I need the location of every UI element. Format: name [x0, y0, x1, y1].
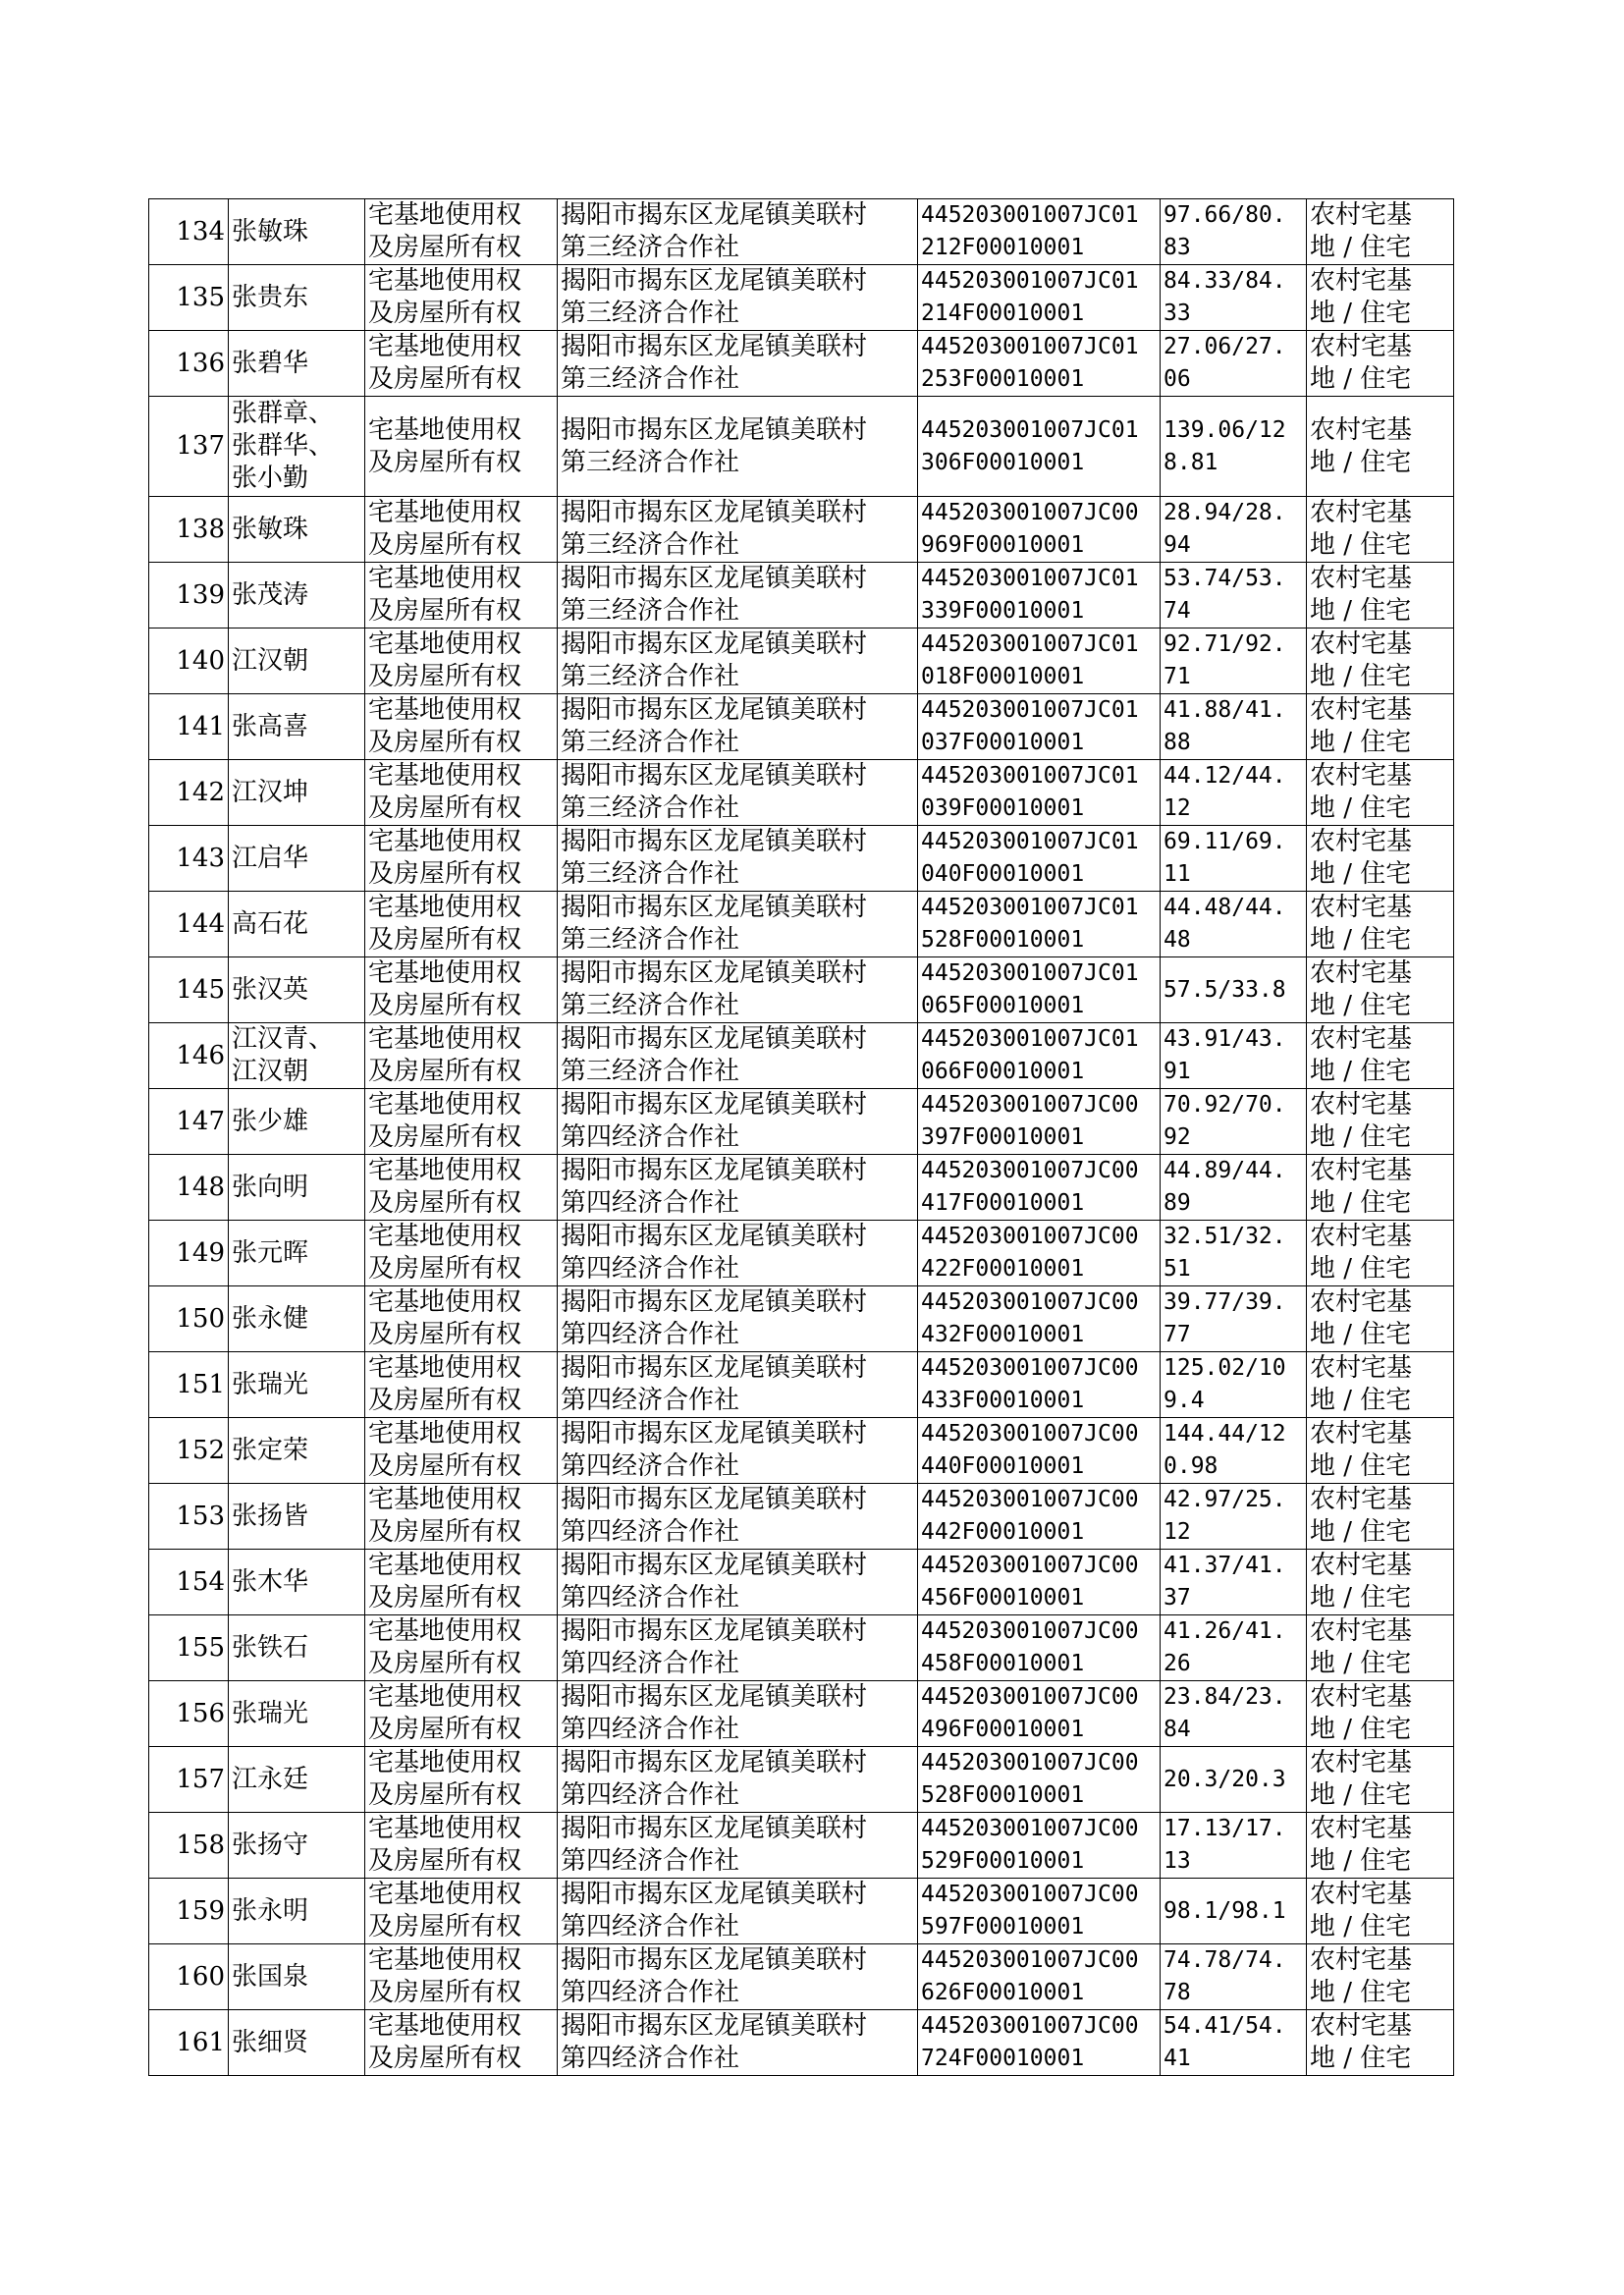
- table-row: [149, 892, 1454, 957]
- unit-code-cell: 445203001007JC01 037F00010001: [918, 694, 1161, 760]
- owner-name-cell: 张铁石: [229, 1615, 365, 1681]
- right-type-cell: 宅基地使用权 及房屋所有权: [365, 1615, 558, 1681]
- right-type-cell: 宅基地使用权 及房屋所有权: [365, 1023, 558, 1089]
- land-owner-cell: 揭阳市揭东区龙尾镇美联村 第四经济合作社: [558, 1550, 918, 1615]
- table-row: [149, 2010, 1454, 2076]
- table-row: [149, 331, 1454, 397]
- area-cell: 53.74/53. 74: [1161, 563, 1307, 628]
- unit-code-cell: 445203001007JC00 626F00010001: [918, 1944, 1161, 2010]
- row-number-cell: 154: [149, 1550, 229, 1615]
- table-row: [149, 1221, 1454, 1286]
- owner-name-cell: 高石花: [229, 892, 365, 957]
- row-number-cell: 145: [149, 957, 229, 1023]
- land-owner-cell: 揭阳市揭东区龙尾镇美联村 第四经济合作社: [558, 1418, 918, 1484]
- unit-code-cell: 445203001007JC01 253F00010001: [918, 331, 1161, 397]
- right-type-cell: 宅基地使用权 及房屋所有权: [365, 199, 558, 265]
- land-owner-cell: 揭阳市揭东区龙尾镇美联村 第三经济合作社: [558, 628, 918, 694]
- right-type-cell: 宅基地使用权 及房屋所有权: [365, 397, 558, 497]
- usage-cell: 农村宅基 地 / 住宅: [1307, 957, 1454, 1023]
- row-number-cell: 134: [149, 199, 229, 265]
- right-type-cell: 宅基地使用权 及房屋所有权: [365, 2010, 558, 2076]
- area-cell: 139.06/12 8.81: [1161, 397, 1307, 497]
- row-number-cell: 159: [149, 1879, 229, 1944]
- owner-name-cell: 张少雄: [229, 1089, 365, 1155]
- owner-name-cell: 张向明: [229, 1155, 365, 1221]
- right-type-cell: 宅基地使用权 及房屋所有权: [365, 628, 558, 694]
- usage-cell: 农村宅基 地 / 住宅: [1307, 1681, 1454, 1747]
- row-number-cell: 146: [149, 1023, 229, 1089]
- owner-name-cell: 张细贤: [229, 2010, 365, 2076]
- owner-name-cell: 张碧华: [229, 331, 365, 397]
- row-number-cell: 152: [149, 1418, 229, 1484]
- table-row: [149, 1615, 1454, 1681]
- row-number-cell: 149: [149, 1221, 229, 1286]
- area-cell: 84.33/84. 33: [1161, 265, 1307, 331]
- row-number-cell: 155: [149, 1615, 229, 1681]
- area-cell: 41.88/41. 88: [1161, 694, 1307, 760]
- owner-name-cell: 张扬守: [229, 1813, 365, 1879]
- land-owner-cell: 揭阳市揭东区龙尾镇美联村 第三经济合作社: [558, 826, 918, 892]
- owner-name-cell: 张瑞光: [229, 1681, 365, 1747]
- row-number-cell: 143: [149, 826, 229, 892]
- usage-cell: 农村宅基 地 / 住宅: [1307, 1615, 1454, 1681]
- usage-cell: 农村宅基 地 / 住宅: [1307, 694, 1454, 760]
- row-number-cell: 141: [149, 694, 229, 760]
- row-number-cell: 151: [149, 1352, 229, 1418]
- land-owner-cell: 揭阳市揭东区龙尾镇美联村 第三经济合作社: [558, 397, 918, 497]
- area-cell: 70.92/70. 92: [1161, 1089, 1307, 1155]
- owner-name-cell: 张敏珠: [229, 497, 365, 563]
- right-type-cell: 宅基地使用权 及房屋所有权: [365, 1944, 558, 2010]
- right-type-cell: 宅基地使用权 及房屋所有权: [365, 1681, 558, 1747]
- unit-code-cell: 445203001007JC01 039F00010001: [918, 760, 1161, 826]
- owner-name-cell: 张茂涛: [229, 563, 365, 628]
- table-row: [149, 397, 1454, 497]
- usage-cell: 农村宅基 地 / 住宅: [1307, 1286, 1454, 1352]
- unit-code-cell: 445203001007JC00 422F00010001: [918, 1221, 1161, 1286]
- right-type-cell: 宅基地使用权 及房屋所有权: [365, 826, 558, 892]
- usage-cell: 农村宅基 地 / 住宅: [1307, 1813, 1454, 1879]
- row-number-cell: 144: [149, 892, 229, 957]
- land-owner-cell: 揭阳市揭东区龙尾镇美联村 第三经济合作社: [558, 563, 918, 628]
- area-cell: 39.77/39. 77: [1161, 1286, 1307, 1352]
- usage-cell: 农村宅基 地 / 住宅: [1307, 1023, 1454, 1089]
- owner-name-cell: 张瑞光: [229, 1352, 365, 1418]
- area-cell: 44.12/44. 12: [1161, 760, 1307, 826]
- row-number-cell: 153: [149, 1484, 229, 1550]
- row-number-cell: 142: [149, 760, 229, 826]
- unit-code-cell: 445203001007JC00 496F00010001: [918, 1681, 1161, 1747]
- table-row: [149, 1813, 1454, 1879]
- right-type-cell: 宅基地使用权 及房屋所有权: [365, 1484, 558, 1550]
- row-number-cell: 138: [149, 497, 229, 563]
- land-owner-cell: 揭阳市揭东区龙尾镇美联村 第三经济合作社: [558, 694, 918, 760]
- right-type-cell: 宅基地使用权 及房屋所有权: [365, 1747, 558, 1813]
- right-type-cell: 宅基地使用权 及房屋所有权: [365, 1813, 558, 1879]
- usage-cell: 农村宅基 地 / 住宅: [1307, 397, 1454, 497]
- land-owner-cell: 揭阳市揭东区龙尾镇美联村 第三经济合作社: [558, 331, 918, 397]
- right-type-cell: 宅基地使用权 及房屋所有权: [365, 265, 558, 331]
- unit-code-cell: 445203001007JC00 433F00010001: [918, 1352, 1161, 1418]
- land-owner-cell: 揭阳市揭东区龙尾镇美联村 第四经济合作社: [558, 1484, 918, 1550]
- unit-code-cell: 445203001007JC01 018F00010001: [918, 628, 1161, 694]
- row-number-cell: 160: [149, 1944, 229, 2010]
- right-type-cell: 宅基地使用权 及房屋所有权: [365, 331, 558, 397]
- row-number-cell: 150: [149, 1286, 229, 1352]
- right-type-cell: 宅基地使用权 及房屋所有权: [365, 563, 558, 628]
- land-owner-cell: 揭阳市揭东区龙尾镇美联村 第三经济合作社: [558, 265, 918, 331]
- area-cell: 17.13/17. 13: [1161, 1813, 1307, 1879]
- table-row: [149, 826, 1454, 892]
- owner-name-cell: 张永健: [229, 1286, 365, 1352]
- area-cell: 32.51/32. 51: [1161, 1221, 1307, 1286]
- usage-cell: 农村宅基 地 / 住宅: [1307, 331, 1454, 397]
- area-cell: 41.37/41. 37: [1161, 1550, 1307, 1615]
- land-owner-cell: 揭阳市揭东区龙尾镇美联村 第三经济合作社: [558, 760, 918, 826]
- row-number-cell: 158: [149, 1813, 229, 1879]
- unit-code-cell: 445203001007JC01 065F00010001: [918, 957, 1161, 1023]
- unit-code-cell: 445203001007JC01 214F00010001: [918, 265, 1161, 331]
- table-row: [149, 1879, 1454, 1944]
- usage-cell: 农村宅基 地 / 住宅: [1307, 2010, 1454, 2076]
- usage-cell: 农村宅基 地 / 住宅: [1307, 1418, 1454, 1484]
- land-owner-cell: 揭阳市揭东区龙尾镇美联村 第三经济合作社: [558, 892, 918, 957]
- unit-code-cell: 445203001007JC00 456F00010001: [918, 1550, 1161, 1615]
- usage-cell: 农村宅基 地 / 住宅: [1307, 1352, 1454, 1418]
- area-cell: 125.02/10 9.4: [1161, 1352, 1307, 1418]
- row-number-cell: 140: [149, 628, 229, 694]
- unit-code-cell: 445203001007JC00 417F00010001: [918, 1155, 1161, 1221]
- land-owner-cell: 揭阳市揭东区龙尾镇美联村 第四经济合作社: [558, 2010, 918, 2076]
- table-row: [149, 760, 1454, 826]
- land-owner-cell: 揭阳市揭东区龙尾镇美联村 第四经济合作社: [558, 1944, 918, 2010]
- land-owner-cell: 揭阳市揭东区龙尾镇美联村 第四经济合作社: [558, 1615, 918, 1681]
- unit-code-cell: 445203001007JC00 432F00010001: [918, 1286, 1161, 1352]
- area-cell: 28.94/28. 94: [1161, 497, 1307, 563]
- land-owner-cell: 揭阳市揭东区龙尾镇美联村 第四经济合作社: [558, 1681, 918, 1747]
- right-type-cell: 宅基地使用权 及房屋所有权: [365, 1286, 558, 1352]
- usage-cell: 农村宅基 地 / 住宅: [1307, 826, 1454, 892]
- table-row: [149, 1747, 1454, 1813]
- usage-cell: 农村宅基 地 / 住宅: [1307, 1484, 1454, 1550]
- unit-code-cell: 445203001007JC01 212F00010001: [918, 199, 1161, 265]
- land-owner-cell: 揭阳市揭东区龙尾镇美联村 第三经济合作社: [558, 957, 918, 1023]
- unit-code-cell: 445203001007JC00 597F00010001: [918, 1879, 1161, 1944]
- unit-code-cell: 445203001007JC01 528F00010001: [918, 892, 1161, 957]
- table-row: [149, 957, 1454, 1023]
- area-cell: 69.11/69. 11: [1161, 826, 1307, 892]
- area-cell: 42.97/25. 12: [1161, 1484, 1307, 1550]
- usage-cell: 农村宅基 地 / 住宅: [1307, 199, 1454, 265]
- unit-code-cell: 445203001007JC00 969F00010001: [918, 497, 1161, 563]
- right-type-cell: 宅基地使用权 及房屋所有权: [365, 1221, 558, 1286]
- usage-cell: 农村宅基 地 / 住宅: [1307, 892, 1454, 957]
- row-number-cell: 147: [149, 1089, 229, 1155]
- land-owner-cell: 揭阳市揭东区龙尾镇美联村 第三经济合作社: [558, 497, 918, 563]
- right-type-cell: 宅基地使用权 及房屋所有权: [365, 1089, 558, 1155]
- unit-code-cell: 445203001007JC00 529F00010001: [918, 1813, 1161, 1879]
- land-owner-cell: 揭阳市揭东区龙尾镇美联村 第三经济合作社: [558, 199, 918, 265]
- row-number-cell: 136: [149, 331, 229, 397]
- owner-name-cell: 张扬皆: [229, 1484, 365, 1550]
- right-type-cell: 宅基地使用权 及房屋所有权: [365, 1418, 558, 1484]
- usage-cell: 农村宅基 地 / 住宅: [1307, 1879, 1454, 1944]
- right-type-cell: 宅基地使用权 及房屋所有权: [365, 497, 558, 563]
- unit-code-cell: 445203001007JC01 040F00010001: [918, 826, 1161, 892]
- table-row: [149, 1681, 1454, 1747]
- usage-cell: 农村宅基 地 / 住宅: [1307, 760, 1454, 826]
- owner-name-cell: 张木华: [229, 1550, 365, 1615]
- owner-name-cell: 江启华: [229, 826, 365, 892]
- land-owner-cell: 揭阳市揭东区龙尾镇美联村 第四经济合作社: [558, 1747, 918, 1813]
- usage-cell: 农村宅基 地 / 住宅: [1307, 1747, 1454, 1813]
- table-row: [149, 497, 1454, 563]
- area-cell: 57.5/33.8: [1161, 957, 1307, 1023]
- right-type-cell: 宅基地使用权 及房屋所有权: [365, 1352, 558, 1418]
- unit-code-cell: 445203001007JC00 724F00010001: [918, 2010, 1161, 2076]
- table-row: [149, 265, 1454, 331]
- unit-code-cell: 445203001007JC00 440F00010001: [918, 1418, 1161, 1484]
- table-row: [149, 1944, 1454, 2010]
- table-row: [149, 563, 1454, 628]
- area-cell: 98.1/98.1: [1161, 1879, 1307, 1944]
- table-row: [149, 694, 1454, 760]
- owner-name-cell: 江汉朝: [229, 628, 365, 694]
- usage-cell: 农村宅基 地 / 住宅: [1307, 1221, 1454, 1286]
- right-type-cell: 宅基地使用权 及房屋所有权: [365, 1155, 558, 1221]
- unit-code-cell: 445203001007JC01 306F00010001: [918, 397, 1161, 497]
- land-owner-cell: 揭阳市揭东区龙尾镇美联村 第四经济合作社: [558, 1155, 918, 1221]
- owner-name-cell: 张高喜: [229, 694, 365, 760]
- owner-name-cell: 张汉英: [229, 957, 365, 1023]
- right-type-cell: 宅基地使用权 及房屋所有权: [365, 1550, 558, 1615]
- table-row: [149, 1418, 1454, 1484]
- usage-cell: 农村宅基 地 / 住宅: [1307, 1944, 1454, 2010]
- row-number-cell: 161: [149, 2010, 229, 2076]
- table-row: [149, 1155, 1454, 1221]
- usage-cell: 农村宅基 地 / 住宅: [1307, 1089, 1454, 1155]
- property-register-table: [148, 198, 1454, 2076]
- owner-name-cell: 张国泉: [229, 1944, 365, 2010]
- owner-name-cell: 张敏珠: [229, 199, 365, 265]
- land-owner-cell: 揭阳市揭东区龙尾镇美联村 第四经济合作社: [558, 1879, 918, 1944]
- table-row: [149, 628, 1454, 694]
- area-cell: 74.78/74. 78: [1161, 1944, 1307, 2010]
- right-type-cell: 宅基地使用权 及房屋所有权: [365, 892, 558, 957]
- row-number-cell: 137: [149, 397, 229, 497]
- owner-name-cell: 张定荣: [229, 1418, 365, 1484]
- unit-code-cell: 445203001007JC00 442F00010001: [918, 1484, 1161, 1550]
- row-number-cell: 157: [149, 1747, 229, 1813]
- owner-name-cell: 江汉青、 江汉朝: [229, 1023, 365, 1089]
- right-type-cell: 宅基地使用权 及房屋所有权: [365, 694, 558, 760]
- area-cell: 92.71/92. 71: [1161, 628, 1307, 694]
- table-body: [149, 199, 1454, 2076]
- owner-name-cell: 江永廷: [229, 1747, 365, 1813]
- unit-code-cell: 445203001007JC00 458F00010001: [918, 1615, 1161, 1681]
- owner-name-cell: 张群章、 张群华、 张小勤: [229, 397, 365, 497]
- land-owner-cell: 揭阳市揭东区龙尾镇美联村 第四经济合作社: [558, 1813, 918, 1879]
- row-number-cell: 148: [149, 1155, 229, 1221]
- area-cell: 41.26/41. 26: [1161, 1615, 1307, 1681]
- table-row: [149, 1286, 1454, 1352]
- area-cell: 43.91/43. 91: [1161, 1023, 1307, 1089]
- unit-code-cell: 445203001007JC00 397F00010001: [918, 1089, 1161, 1155]
- usage-cell: 农村宅基 地 / 住宅: [1307, 1155, 1454, 1221]
- right-type-cell: 宅基地使用权 及房屋所有权: [365, 957, 558, 1023]
- land-owner-cell: 揭阳市揭东区龙尾镇美联村 第四经济合作社: [558, 1089, 918, 1155]
- table-row: [149, 1352, 1454, 1418]
- area-cell: 44.48/44. 48: [1161, 892, 1307, 957]
- table-row: [149, 199, 1454, 265]
- table-row: [149, 1089, 1454, 1155]
- usage-cell: 农村宅基 地 / 住宅: [1307, 563, 1454, 628]
- usage-cell: 农村宅基 地 / 住宅: [1307, 265, 1454, 331]
- table-row: [149, 1484, 1454, 1550]
- owner-name-cell: 江汉坤: [229, 760, 365, 826]
- unit-code-cell: 445203001007JC01 066F00010001: [918, 1023, 1161, 1089]
- owner-name-cell: 张永明: [229, 1879, 365, 1944]
- right-type-cell: 宅基地使用权 及房屋所有权: [365, 760, 558, 826]
- area-cell: 23.84/23. 84: [1161, 1681, 1307, 1747]
- right-type-cell: 宅基地使用权 及房屋所有权: [365, 1879, 558, 1944]
- land-owner-cell: 揭阳市揭东区龙尾镇美联村 第四经济合作社: [558, 1286, 918, 1352]
- table-row: [149, 1550, 1454, 1615]
- area-cell: 44.89/44. 89: [1161, 1155, 1307, 1221]
- unit-code-cell: 445203001007JC01 339F00010001: [918, 563, 1161, 628]
- row-number-cell: 139: [149, 563, 229, 628]
- usage-cell: 农村宅基 地 / 住宅: [1307, 1550, 1454, 1615]
- usage-cell: 农村宅基 地 / 住宅: [1307, 497, 1454, 563]
- area-cell: 144.44/12 0.98: [1161, 1418, 1307, 1484]
- land-owner-cell: 揭阳市揭东区龙尾镇美联村 第四经济合作社: [558, 1352, 918, 1418]
- owner-name-cell: 张元晖: [229, 1221, 365, 1286]
- row-number-cell: 135: [149, 265, 229, 331]
- area-cell: 54.41/54. 41: [1161, 2010, 1307, 2076]
- land-owner-cell: 揭阳市揭东区龙尾镇美联村 第四经济合作社: [558, 1221, 918, 1286]
- area-cell: 27.06/27. 06: [1161, 331, 1307, 397]
- land-owner-cell: 揭阳市揭东区龙尾镇美联村 第三经济合作社: [558, 1023, 918, 1089]
- row-number-cell: 156: [149, 1681, 229, 1747]
- table-row: [149, 1023, 1454, 1089]
- area-cell: 20.3/20.3: [1161, 1747, 1307, 1813]
- owner-name-cell: 张贵东: [229, 265, 365, 331]
- usage-cell: 农村宅基 地 / 住宅: [1307, 628, 1454, 694]
- unit-code-cell: 445203001007JC00 528F00010001: [918, 1747, 1161, 1813]
- area-cell: 97.66/80. 83: [1161, 199, 1307, 265]
